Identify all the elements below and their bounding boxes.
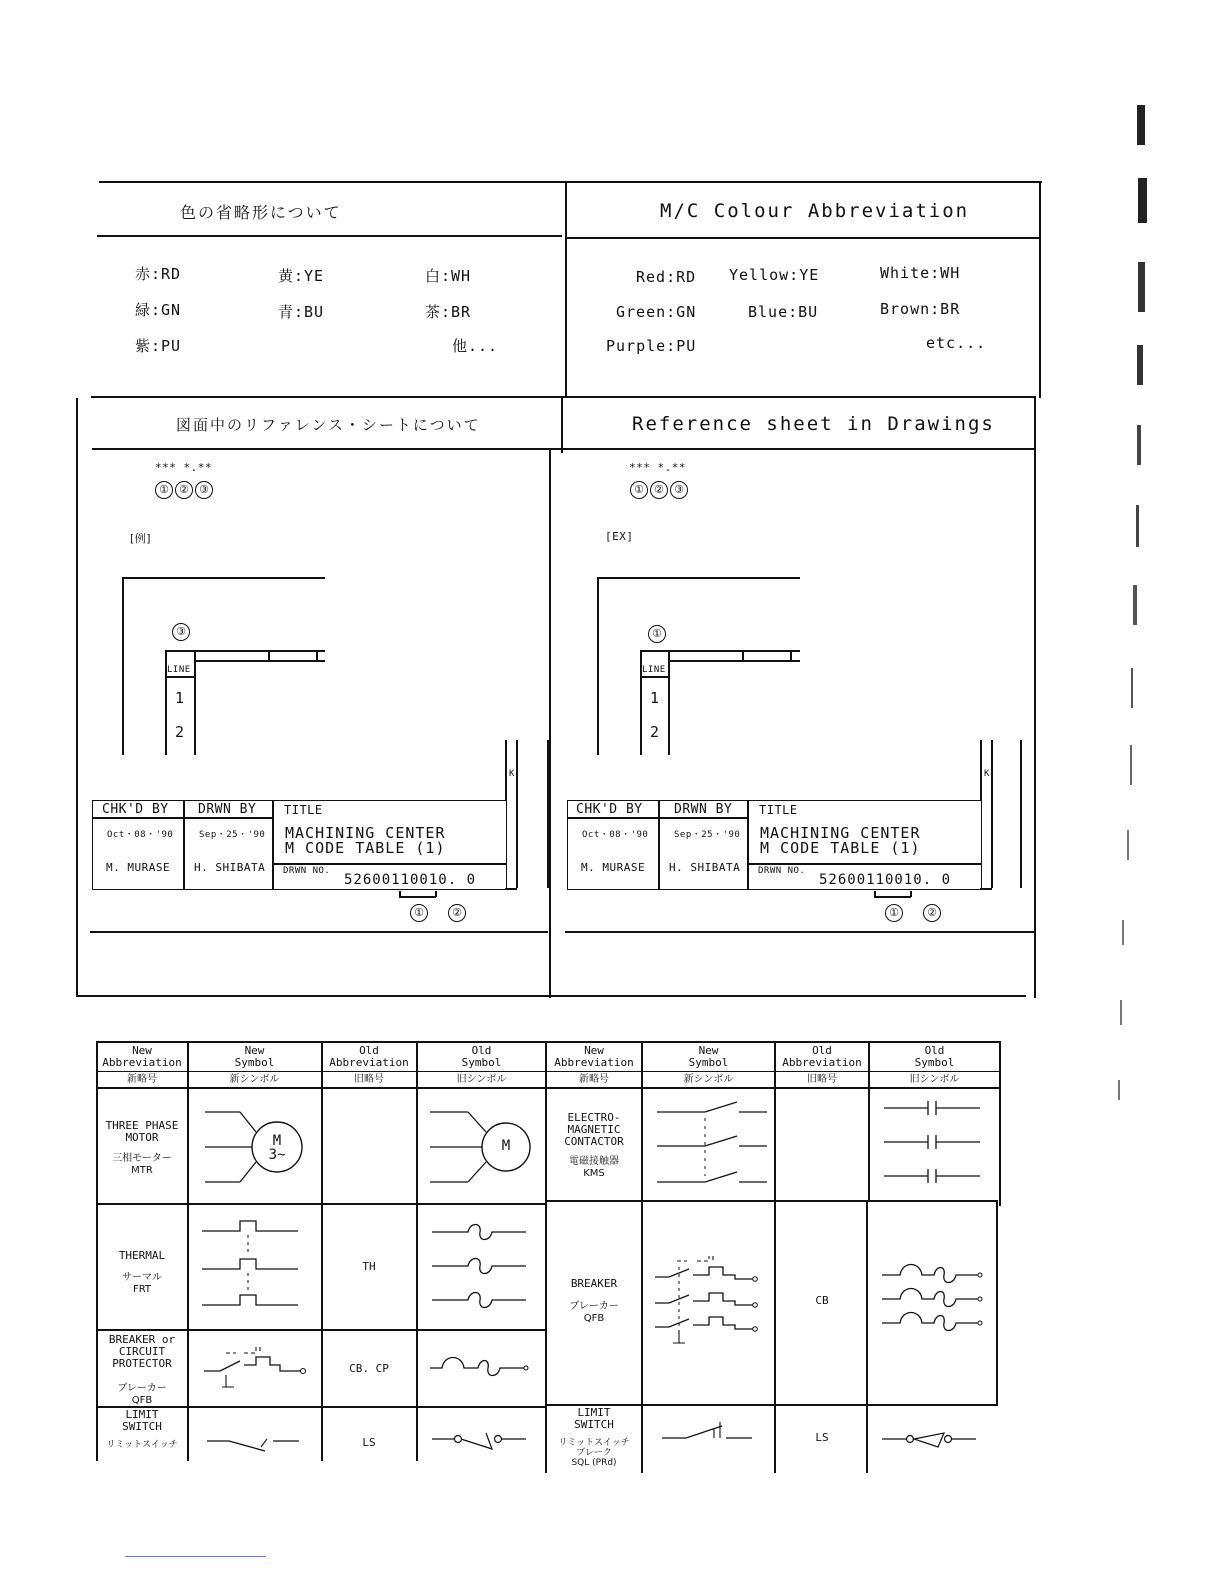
left-line-1: 1: [175, 689, 186, 707]
header-jp-5: 新略号: [579, 1074, 609, 1085]
row-three-phase-motor-name: THREE PHASE MOTOR: [105, 1119, 179, 1144]
row-thermal-old-abbr: TH: [362, 1260, 376, 1273]
jp-colour-green: 緑:GN: [135, 301, 182, 319]
row-contactor-name: ELECTRO- MAGNETIC CONTACTOR: [564, 1111, 624, 1148]
right-line-header: LINE: [642, 665, 666, 675]
row-limit-switch-jp: リミットスイッチ: [106, 1440, 178, 1450]
jp-colour-yellow: 黄:YE: [278, 267, 325, 285]
right-no-circles: ① ②: [885, 901, 943, 922]
jp-colour-brown: 茶:BR: [425, 303, 472, 321]
contactor-new-symbol: [655, 1100, 770, 1195]
left-drwn-date: Sep・25・'90: [199, 830, 266, 840]
row-breaker-cp-jp: ブレーカー QFB: [117, 1383, 167, 1406]
en-code-pattern: *** *.**: [629, 461, 686, 474]
jp-colour-white: 白:WH: [425, 267, 472, 285]
en-reference-title: Reference sheet in Drawings: [632, 413, 995, 435]
right-drwn-label: DRWN BY: [674, 802, 733, 817]
limit-switch-old-symbol: [430, 1425, 530, 1455]
contactor-old-symbol: [882, 1100, 987, 1185]
right-k-label: K: [984, 769, 990, 779]
limit-switch-2-new-symbol: [660, 1418, 760, 1448]
right-title-label: TITLE: [759, 803, 798, 817]
right-line-2: 2: [650, 723, 661, 741]
en-colour-yellow: Yellow:YE: [729, 266, 820, 284]
left-drwn-no-label: DRWN NO.: [283, 866, 331, 876]
row-thermal-jp: サーマル FRT: [122, 1272, 162, 1295]
breaker-cp-old-symbol: [428, 1350, 533, 1385]
row-limit-switch-name: LIMIT SWITCH: [122, 1408, 162, 1433]
breaker-old-symbol: [880, 1255, 988, 1340]
header-jp-2: 新シンボル: [229, 1074, 280, 1085]
left-drwn-label: DRWN BY: [198, 802, 257, 817]
row-breaker-name: BREAKER: [570, 1277, 618, 1290]
header-new-abbr-2: New Abbreviation: [554, 1044, 634, 1069]
row-breaker-cp-name: BREAKER or CIRCUIT PROTECTOR: [108, 1333, 176, 1370]
motor-old-label: M: [501, 1138, 511, 1154]
jp-colour-red: 赤:RD: [135, 265, 182, 283]
thermal-old-symbol: [430, 1220, 530, 1310]
left-line-2: 2: [175, 723, 186, 741]
en-colour-white: White:WH: [880, 264, 961, 282]
jp-reference-title: 図面中のリファレンス・シートについて: [176, 416, 481, 434]
en-code-circles: ① ② ③: [630, 478, 690, 499]
right-circle-1: ①: [648, 622, 668, 643]
row-three-phase-motor-jp: 三相モーター MTR: [112, 1153, 172, 1176]
left-drwn-name: H. SHIBATA: [194, 861, 266, 874]
right-chkd-name: M. MURASE: [581, 861, 646, 874]
right-drwn-name: H. SHIBATA: [669, 861, 741, 874]
left-title-line1: MACHINING CENTER: [285, 824, 446, 842]
header-old-symbol-2: Old Symbol: [914, 1044, 955, 1069]
row-breaker-jp: ブレーカー QFB: [569, 1301, 619, 1324]
en-example-label: [EX]: [605, 530, 634, 543]
motor-new-symbol: [200, 1100, 320, 1195]
jp-colour-blue: 青:BU: [278, 303, 325, 321]
header-new-abbr-1: New Abbreviation: [102, 1044, 182, 1069]
row-limit-switch-2-jp: リミットスイッチ ブレーク SQL (PRd): [558, 1438, 630, 1468]
limit-switch-new-symbol: [205, 1425, 305, 1455]
header-new-symbol-1: New Symbol: [234, 1044, 275, 1069]
header-new-symbol-2: New Symbol: [688, 1044, 729, 1069]
right-drwn-no-label: DRWN NO.: [758, 866, 806, 876]
header-old-abbr-1: Old Abbreviation: [329, 1044, 409, 1069]
motor-new-label: M 3~: [268, 1133, 286, 1163]
right-drwn-no: 52600110010. 0: [819, 872, 952, 888]
row-contactor-jp: 電磁接触器 KMS: [569, 1156, 619, 1179]
en-colour-brown: Brown:BR: [880, 300, 961, 318]
circle-1: ①: [155, 481, 173, 499]
jp-code-circles: [155, 478, 215, 499]
en-colour-etc: etc...: [926, 334, 987, 352]
header-jp-3: 旧略号: [354, 1074, 384, 1085]
thermal-new-symbol: [200, 1215, 310, 1315]
motor-old-symbol: [428, 1100, 543, 1195]
circle-2: ②: [175, 481, 193, 499]
jp-colour-etc: 他...: [452, 337, 499, 355]
header-jp-6: 新シンボル: [683, 1074, 734, 1085]
breaker-cp-new-symbol: [200, 1345, 310, 1395]
right-drwn-date: Sep・25・'90: [674, 830, 741, 840]
limit-switch-2-old-symbol: [880, 1425, 980, 1455]
left-chkd-date: Oct・08・'90: [107, 830, 174, 840]
row-breaker-cp-old-abbr: CB. CP: [349, 1362, 389, 1375]
right-line-1: 1: [650, 689, 661, 707]
jp-colour-purple: 紫:PU: [135, 337, 182, 355]
left-chkd-label: CHK'D BY: [102, 802, 169, 817]
jp-code-pattern: *** *.**: [155, 461, 212, 474]
en-colour-blue: Blue:BU: [748, 303, 819, 321]
right-chkd-label: CHK'D BY: [576, 802, 643, 817]
header-jp-7: 旧略号: [807, 1074, 837, 1085]
left-drwn-no: 52600110010. 0: [344, 872, 477, 888]
en-colour-title: M/C Colour Abbreviation: [660, 200, 970, 222]
row-limit-switch-2-old-abbr: LS: [815, 1431, 829, 1444]
circle-3: ③: [195, 481, 213, 499]
row-limit-switch-old-abbr: LS: [362, 1436, 376, 1449]
left-line-header: LINE: [167, 665, 191, 675]
en-colour-purple: Purple:PU: [606, 337, 697, 355]
header-old-abbr-2: Old Abbreviation: [782, 1044, 862, 1069]
left-chkd-name: M. MURASE: [106, 861, 171, 874]
left-title-line2: M CODE TABLE (1): [285, 839, 446, 857]
breaker-new-symbol: [653, 1255, 765, 1350]
row-thermal-name: THERMAL: [118, 1249, 166, 1262]
en-colour-red: Red:RD: [636, 268, 697, 286]
jp-example-label: [例]: [130, 532, 152, 545]
left-circle-3: ③: [172, 620, 192, 641]
left-no-circles: ① ②: [410, 901, 468, 922]
header-old-symbol-1: Old Symbol: [461, 1044, 502, 1069]
jp-colour-title: 色の省略形について: [180, 203, 342, 222]
left-k-label: K: [509, 769, 515, 779]
header-jp-4: 旧シンボル: [456, 1074, 507, 1085]
header-jp-8: 旧シンボル: [909, 1074, 960, 1085]
left-title-label: TITLE: [284, 803, 323, 817]
row-breaker-old-abbr: CB: [815, 1294, 829, 1307]
right-chkd-date: Oct・08・'90: [582, 830, 649, 840]
row-limit-switch-2-name: LIMIT SWITCH: [574, 1406, 614, 1431]
en-colour-green: Green:GN: [616, 303, 697, 321]
right-title-line2: M CODE TABLE (1): [760, 839, 921, 857]
header-jp-1: 新略号: [127, 1074, 157, 1085]
right-title-line1: MACHINING CENTER: [760, 824, 921, 842]
